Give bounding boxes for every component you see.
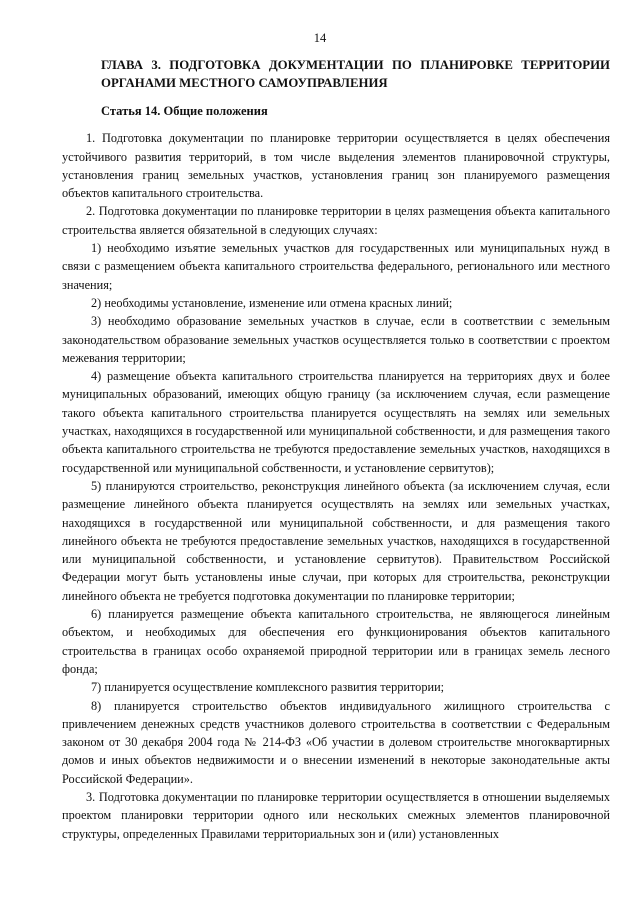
chapter-title: ГЛАВА 3. ПОДГОТОВКА ДОКУМЕНТАЦИИ ПО ПЛАНИРОВКЕ ТЕРРИТОРИИ ОРГАНАМИ МЕСТНОГО САМОУПРАВЛЕНИЯ [101,58,610,90]
list-item-2: 2) необходимы установление, изменение или отмена красных линий; [91,295,453,310]
list-item-4: 4) размещение объекта капитального строительства планируется на территориях двух и более муниципальных образований, имеющих общую границу (за исключением случая, если размещение такого объекта капитального строительства планируется осуществлять на землях или земельных участках, находящихся в государственной или муниципальной собственности, и для размещения такого объекта капитального строительства не требуются предоставление земельных участков, находящихся в государственной или муниципальной собственности, и установление сервитутов); [62,369,610,475]
document-body [62,56,610,843]
paragraph-3: 3. Подготовка документации по планировке территории осуществляется в отношении выделяемых проектом планировки территории одного или нескольких смежных элементов планировочной структуры, определенных Правилами территориальных зон и (или) установленных [62,789,610,841]
paragraph-2: 2. Подготовка документации по планировке территории в целях размещения объекта капитального строительства является обязательной в следующих случаях: [62,204,610,237]
list-item-5: 5) планируются строительство, реконструкция линейного объекта (за исключением случая, если размещение линейного объекта планируется осуществлять на землях или земельных участках, находящихся в государственной или муниципальной собственности, и для размещения такого линейного объекта не требуются предоставление земельных участков, находящихся в государственной или муниципальной собственности, и установление сервитутов). Правительством Российской Федерации могут быть установлены иные случаи, при которых для строительства, реконструкции линейного объекта не требуется подготовка документации по планировке территории; [62,478,610,603]
list-item-8: 8) планируется строительство объектов индивидуального жилищного строительства с привлечением денежных средств участников долевого строительства в соответствии с Федеральным законом от 30 декабря 2004 года № 214-ФЗ «Об участии в долевом строительстве многоквартирных домов и иных объектов недвижимости и о внесении изменений в некоторые законодательные акты Российской Федерации». [62,698,610,786]
paragraph-1: 1. Подготовка документации по планировке территории осуществляется в целях обеспечения устойчивого развития территорий, в том числе выделения элементов планировочной структуры, установления границ земельных участков, установления границ зон планируемого размещения объектов капитального строительства. [62,131,610,201]
list-item-1: 1) необходимо изъятие земельных участков для государственных или муниципальных нужд в связи с размещением объекта капитального строительства федерального, регионального или местного значения; [62,241,610,292]
list-item-3: 3) необходимо образование земельных участков в случае, если в соответствии с земельным законодательством образование земельных участков осуществляется только в соответствии с проектом межевания территории; [62,314,610,365]
page-number: 14 [313,31,327,45]
article-title: Статья 14. Общие положения [101,104,268,118]
list-item-7: 7) планируется осуществление комплексного развития территории; [91,680,445,695]
list-item-6: 6) планируется размещение объекта капитального строительства, не являющегося линейным объектом, и необходимых для обеспечения его функционирования объектов капитального строительства в границах особо охраняемой природной территории или в границах земель лесного фонда; [62,607,610,676]
